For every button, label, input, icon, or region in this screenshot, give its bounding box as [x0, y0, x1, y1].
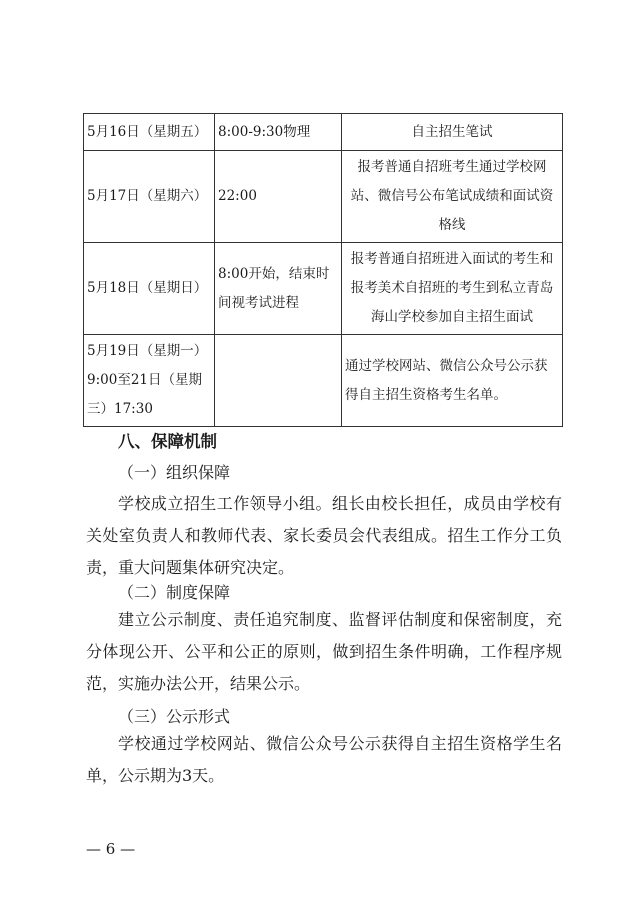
time-cell: 8:00-9:30物理	[215, 114, 342, 151]
table-row	[84, 151, 563, 243]
publicity-subheading: （三）公示形式	[118, 707, 231, 726]
table-row	[84, 335, 563, 427]
time-cell: 8:00开始，结束时间视考试进程	[215, 243, 342, 335]
time-cell: 22:00	[215, 151, 342, 243]
description-cell: 报考普通自招班考生通过学校网站、微信号公布笔试成绩和面试资格线	[342, 151, 563, 243]
system-subheading: （二）制度保障	[118, 583, 231, 602]
table-row	[84, 243, 563, 335]
publicity-paragraph: 学校通过学校网站、微信公众号公示获得自主招生资格学生名单，公示期为3天。	[86, 734, 562, 785]
date-cell: 5月18日（星期日）	[84, 243, 215, 335]
org-paragraph: 学校成立招生工作领导小组。组长由校长担任，成员由学校有关处室负责人和教师代表、家长委员会代表组成。招生工作分工负责，重大问题集体研究决定。	[86, 494, 562, 577]
section-heading: 八、保障机制	[118, 432, 217, 451]
org-subheading: （一）组织保障	[118, 463, 231, 482]
system-paragraph: 建立公示制度、责任追究制度、监督评估制度和保密制度，充分体现公开、公平和公正的原则，做到招生条件明确，工作程序规范，实施办法公开，结果公示。	[86, 610, 562, 693]
description-cell: 报考普通自招班进入面试的考生和报考美术自招班的考生到私立青岛海山学校参加自主招生面试	[342, 243, 563, 335]
date-cell: 5月16日（星期五）	[84, 114, 215, 151]
date-cell: 5月19日（星期一）9:00至21日（星期三）17:30	[84, 335, 215, 427]
page-number: — 6 —	[86, 840, 136, 858]
date-cell: 5月17日（星期六）	[84, 151, 215, 243]
description-cell: 通过学校网站、微信公众号公示获得自主招生资格考生名单。	[342, 335, 563, 427]
table-row	[84, 114, 563, 151]
description-cell: 自主招生笔试	[342, 114, 563, 151]
time-cell	[215, 335, 342, 427]
schedule-table	[83, 113, 563, 427]
